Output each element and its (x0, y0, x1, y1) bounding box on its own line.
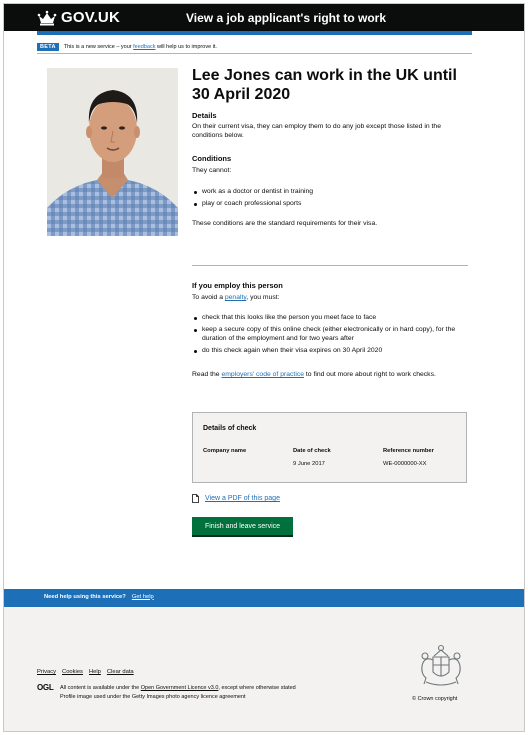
crown-icon (37, 10, 57, 26)
page-title: Lee Jones can work in the UK until 30 April 2020 (192, 67, 457, 103)
list-item: keep a secure copy of this online check (either electronically or in hard copy), for the duration of the employment and for two years after (192, 325, 472, 343)
code-of-practice-text (192, 370, 472, 379)
list-item: do this check again when their visa expires on 30 April 2020 (192, 346, 472, 355)
reference-number-value: WE-0000000-XX (383, 461, 427, 467)
document-icon (192, 494, 199, 503)
phase-banner (37, 40, 472, 54)
applicant-photo (47, 68, 178, 236)
royal-coat-of-arms-icon (416, 642, 466, 690)
govuk-header (4, 4, 524, 31)
employ-intro-before: To avoid a (192, 294, 223, 301)
penalty-link[interactable]: penalty (224, 294, 247, 301)
details-heading: Details (192, 111, 217, 120)
date-of-check-header: Date of check (293, 448, 331, 454)
conditions-list (192, 187, 472, 211)
feedback-link[interactable]: feedback (133, 43, 156, 50)
help-bar (4, 589, 524, 604)
footer-link-clear-data[interactable]: Clear data (106, 669, 134, 675)
finish-and-leave-button[interactable]: Finish and leave service (192, 517, 293, 535)
crown-copyright[interactable]: © Crown copyright (412, 696, 458, 702)
conditions-note: These conditions are the standard requirements for their visa. (192, 220, 378, 227)
view-pdf-link[interactable]: View a PDF of this page (205, 495, 280, 502)
page-frame (3, 3, 525, 732)
ogl-logo: OGL (37, 683, 54, 692)
conditions-intro: They cannot: (192, 167, 232, 174)
company-name-header: Company name (203, 448, 247, 454)
list-item: check that this looks like the person you meet face to face (192, 313, 472, 322)
details-of-check-panel (192, 412, 467, 483)
licence-after: , except where otherwise stated (218, 685, 296, 691)
employ-steps-list (192, 313, 472, 358)
govuk-footer (4, 604, 524, 732)
details-of-check-title: Details of check (203, 425, 257, 432)
code-before: Read the (192, 371, 220, 378)
footer-link-help[interactable]: Help (88, 669, 101, 675)
conditions-heading: Conditions (192, 154, 232, 163)
service-name[interactable]: View a job applicant's right to work (186, 11, 386, 25)
employ-intro (192, 293, 472, 302)
code-of-practice-link[interactable]: employers' code of practice (221, 371, 305, 378)
employ-intro-after: , you must: (246, 294, 280, 301)
photo-credit: Profile image used under the Getty Images photo agency licence agreement (60, 694, 246, 700)
reference-number-header: Reference number (383, 448, 434, 454)
govuk-logo-link[interactable] (37, 9, 120, 26)
logo-text: GOV.UK (61, 9, 120, 26)
beta-tag: BETA (37, 43, 59, 51)
ogl-licence-link[interactable]: Open Government Licence v3.0 (140, 685, 219, 691)
help-text: Need help using this service? (44, 593, 126, 600)
details-text: On their current visa, they can employ them to do any job except those listed in the conditions below. (192, 123, 441, 139)
footer-link-cookies[interactable]: Cookies (62, 669, 83, 675)
list-item: work as a doctor or dentist in training (192, 187, 472, 196)
phase-text-after: will help us to improve it. (157, 43, 217, 50)
licence-text (60, 684, 380, 702)
get-help-link[interactable]: Get help (131, 593, 154, 600)
section-divider (192, 265, 468, 266)
code-after: to find out more about right to work checks. (305, 371, 436, 378)
list-item: play or coach professional sports (192, 199, 472, 208)
employ-heading: If you employ this person (192, 281, 283, 290)
date-of-check-value: 9 June 2017 (293, 461, 325, 467)
pdf-link-row (192, 494, 280, 503)
footer-link-privacy[interactable]: Privacy (37, 669, 57, 675)
phase-text-before: This is a new service – your (63, 43, 132, 50)
footer-links (37, 669, 134, 675)
header-blue-rule (37, 31, 472, 35)
licence-before: All content is available under the (60, 685, 140, 691)
